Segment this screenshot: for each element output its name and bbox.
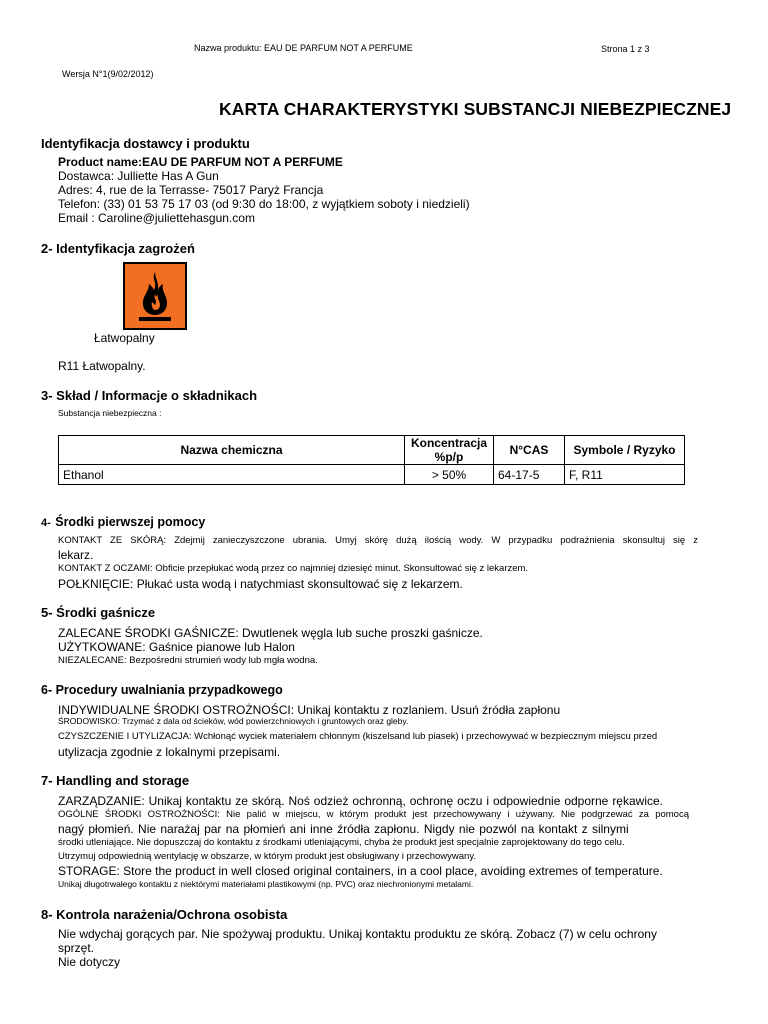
ventilation: Utrzymuj odpowiednią wentylację w obszarze, w którym produkt jest obsługiwany i przechowywany. bbox=[58, 851, 476, 862]
plastics-warning: Unikaj długotrwałego kontaktu z niektórymi materiałami plastikowymi (np. PVC) oraz niechronionymi metalami. bbox=[58, 879, 474, 889]
exposure-controls-cont: sprzęt. bbox=[58, 941, 95, 955]
table-cell: F, R11 bbox=[565, 465, 685, 485]
section-5-heading: 5- Środki gaśnicze bbox=[41, 605, 156, 620]
column-header: Symbole / Ryzyko bbox=[565, 436, 685, 465]
document-version: Wersja N°1(9/02/2012) bbox=[62, 69, 154, 79]
section-4-heading bbox=[41, 513, 205, 531]
release-individual-precautions: INDYWIDUALNE ŚRODKI OSTROŻNOŚCI: Unikaj kontaktu z rozlaniem. Usuń źródła zapłonu bbox=[58, 703, 561, 717]
section-8-heading: 8- Kontrola narażenia/Ochrona osobista bbox=[41, 907, 288, 922]
flammable-flame-icon bbox=[123, 262, 187, 330]
composition-table bbox=[58, 435, 685, 485]
document-title: KARTA CHARAKTERYSTYKI SUBSTANCJI NIEBEZPIECZNEJ bbox=[219, 99, 732, 119]
exposure-not-applicable: Nie dotyczy bbox=[58, 955, 121, 969]
section-4-title: Środki pierwszej pomocy bbox=[55, 515, 206, 529]
first-aid-skin: KONTAKT ZE SKÓRĄ: Zdejmij zanieczyszczone ubrania. Umyj skórę dużą ilością wody. W przypadku podrażnienia skonsultuj się z bbox=[58, 535, 698, 546]
extinguishing-recommended: ZALECANE ŚRODKI GAŚNICZE: Dwutlenek węgla lub suche proszki gaśnicze. bbox=[58, 626, 483, 640]
table-cell: 64-17-5 bbox=[494, 465, 565, 485]
first-aid-swallow: POŁKNIĘCIE: Płukać usta wodą i natychmiast skonsultować się z lekarzem. bbox=[58, 577, 463, 591]
section-6-heading: 6- Procedury uwalniania przypadkowego bbox=[41, 683, 283, 697]
table-header-row bbox=[59, 436, 685, 465]
first-aid-eyes: KONTAKT Z OCZAMI: Obficie przepłukać wodą przez co najmniej dziesięć minut. Skonsultować się z lekarzem. bbox=[58, 563, 529, 574]
section-1-heading: Identyfikacja dostawcy i produktu bbox=[41, 136, 250, 151]
supplier: Dostawca: Julliette Has A Gun bbox=[58, 169, 219, 183]
risk-phrase: R11 Łatwopalny. bbox=[58, 359, 146, 373]
section-2-heading: 2- Identyfikacja zagrożeń bbox=[41, 241, 195, 256]
general-precautions: OGÓLNE ŚRODKI OSTROŻNOŚCI: Nie palić w miejscu, w którym produkt jest przechowywany i używany. Nie podgrzewać za pomocą bbox=[58, 809, 689, 820]
storage: STORAGE: Store the product in well closed original containers, in a cool place, avoiding extremes of temperature. bbox=[58, 864, 663, 878]
page-number: Strona 1 z 3 bbox=[601, 44, 650, 54]
section-4-number: 4- bbox=[41, 517, 51, 529]
address: Adres: 4, rue de la Terrasse- 75017 Paryż Francja bbox=[58, 183, 324, 197]
handling: ZARZĄDZANIE: Unikaj kontaktu ze skórą. Noś odzież ochronną, ochronę oczu i odpowiednie odporne rękawice. bbox=[58, 794, 663, 808]
column-header: N°CAS bbox=[494, 436, 565, 465]
hazardous-substance-note: Substancja niebezpieczna : bbox=[58, 408, 162, 418]
release-environment: ŚRODOWISKO: Trzymać z dala od ścieków, wód powierzchniowych i gruntowych oraz gleby. bbox=[58, 716, 409, 726]
pictogram-label: Łatwopalny bbox=[94, 331, 155, 345]
first-aid-skin-cont: lekarz. bbox=[58, 548, 94, 562]
section-3-heading: 3- Skład / Informacje o składnikach bbox=[41, 388, 258, 403]
product-name-header: Nazwa produktu: EAU DE PARFUM NOT A PERFUME bbox=[194, 43, 413, 53]
table-row bbox=[59, 465, 685, 485]
column-header: Nazwa chemiczna bbox=[59, 436, 405, 465]
release-cleaning: CZYSZCZENIE I UTYLIZACJA: Wchłonąć wyciek materiałem chłonnym (kiszelsand lub piasek) i przechowywać w bezpiecznym miejscu przed bbox=[58, 731, 658, 742]
general-precautions-cont-2: środki utleniające. Nie dopuszczaj do kontaktu z środkami utleniającymi, chyba że produkt jest specjalnie zaprojektowany do tego celu. bbox=[58, 837, 625, 848]
extinguishing-used: UŻYTKOWANE: Gaśnice pianowe lub Halon bbox=[58, 640, 295, 654]
section-7-heading: 7- Handling and storage bbox=[41, 773, 190, 788]
column-header: Koncentracja %p/p bbox=[405, 436, 494, 465]
exposure-controls: Nie wdychaj gorących par. Nie spożywaj produktu. Unikaj kontaktu produktu ze skórą. Zobacz (7) w celu ochrony bbox=[58, 927, 657, 941]
email: Email : Caroline@juliettehasgun.com bbox=[58, 211, 255, 225]
extinguishing-not-recommended: NIEZALECANE: Bezpośredni strumień wody lub mgła wodna. bbox=[58, 655, 318, 666]
table-cell: Ethanol bbox=[59, 465, 405, 485]
release-cleaning-cont: utylizacja zgodnie z lokalnymi przepisami. bbox=[58, 745, 281, 759]
table-cell: > 50% bbox=[405, 465, 494, 485]
general-precautions-cont: nagý płomień. Nie narażaj par na płomień ani inne źródła zapłonu. Nigdy nie pozwól na kontakt z silnymi bbox=[58, 822, 629, 836]
phone: Telefon: (33) 01 53 75 17 03 (od 9:30 do 18:00, z wyjątkiem soboty i niedzieli) bbox=[58, 197, 470, 211]
product-name: Product name:EAU DE PARFUM NOT A PERFUME bbox=[58, 155, 343, 169]
